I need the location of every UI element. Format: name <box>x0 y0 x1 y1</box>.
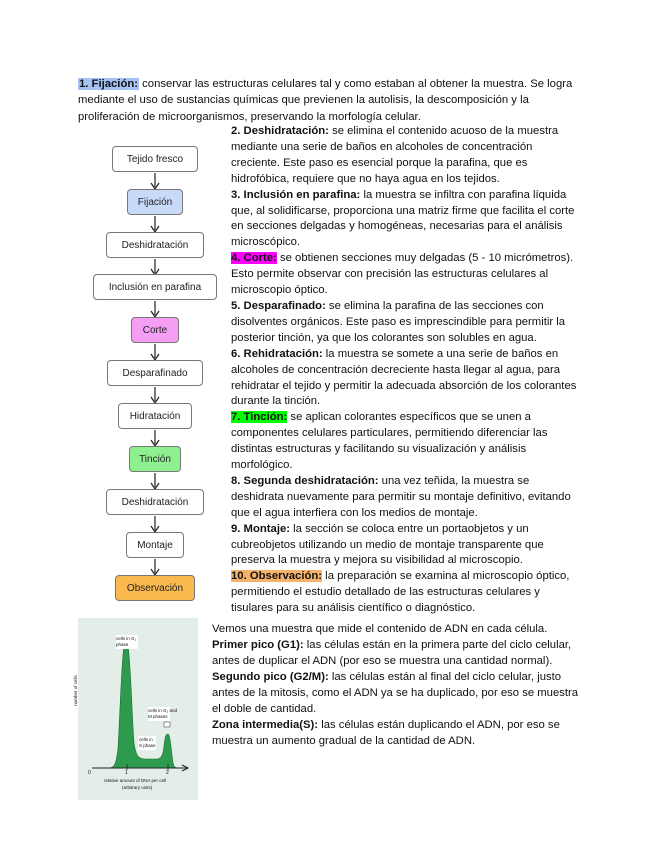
dna-item-s-text: las células están duplicando el ADN, por eso se muestra un aumento gradual de la cantidad de ADN. <box>212 719 560 747</box>
dna-intro: Vemos una muestra que mide el contenido de ADN en cada célula. <box>212 623 548 635</box>
step-10 <box>231 569 579 617</box>
label-g1: cells in G₁ phase <box>116 636 137 647</box>
steps-text <box>231 124 579 617</box>
dna-histogram <box>72 618 198 800</box>
dna-item-g1-label: Primer pico (G1): <box>212 639 304 651</box>
dna-item-g1-text: las células están en la primera parte del ciclo celular, antes de duplicar el ADN (por eso se muestra una cantidad normal). <box>212 639 572 667</box>
flow-box-observacion: Observación <box>115 575 195 601</box>
step-6-text: la muestra se somete a una serie de baños en alcoholes de concentración decreciente hasta llegar al agua, para rehidratar el tejido y permitir la adecuada absorción de los colorantes durante la tinción. <box>231 347 577 408</box>
step-9-label: 9. Montaje: <box>231 522 290 535</box>
dna-item-s <box>212 717 582 749</box>
step-4 <box>231 251 579 299</box>
step-2 <box>231 124 579 188</box>
label-s-line2: S phase <box>139 742 156 748</box>
flow-arrow-icon <box>150 173 160 190</box>
step-1-text: conservar las estructuras celulares tal y como estaban al obtener la muestra. Se logra mediante el uso de sustancias químicas que previenen la autolisis, la descomposición y la proliferación de microorganismos, preservando la morfología celular. <box>78 78 573 123</box>
step-7-text: se aplican colorantes específicos que se unen a componentes celulares particulares, permitiendo diferenciar las distintas estructuras y facilitando su visualización y análisis morfológico. <box>231 411 548 472</box>
step-4-label: 4. Corte: <box>231 252 277 265</box>
flow-arrow-icon <box>150 559 160 576</box>
dna-item-s-label: Zona intermedia(S): <box>212 719 319 731</box>
label-g2-line1: cells in G₂ and <box>148 708 178 713</box>
step-3-label: 3. Inclusión en parafina: <box>231 188 361 201</box>
flow-arrow-icon <box>150 473 160 490</box>
label-g2-line2: M phases <box>148 713 168 719</box>
flow-arrow-icon <box>150 387 160 404</box>
step-2-text: se elimina el contenido acuoso de la muestra mediante una serie de baños en alcoholes de concentración creciente. Este paso es esencial porque la parafina, que es hidrofóbica, requiere que no haya agua en los tejidos. <box>231 125 559 185</box>
step-1-label: 1. Fijación: <box>79 78 139 90</box>
flow-arrow-icon <box>150 430 160 447</box>
step-3-text: la muestra se infiltra con parafina líquida que, al solidificarse, proporciona una matriz firme que facilita el corte en secciones delgadas y homogéneas, necesarias para el análisis microscópico. <box>231 188 575 249</box>
x-tick-1: 1 <box>125 770 128 776</box>
step-9-text: la sección se coloca entre un portaobjetos y un cubreobjetos utilizando un medio de montaje transparente que preserva la muestra y mejora su visibilidad al microscopio. <box>231 522 544 567</box>
flow-arrow-icon <box>150 216 160 233</box>
flow-box-inclusion: Inclusión en parafina <box>93 274 217 300</box>
flow-arrow-icon <box>150 516 160 533</box>
step-10-label: 10. Observación: <box>231 570 323 583</box>
step-8 <box>231 474 579 522</box>
flow-box-hidratacion: Hidratación <box>118 403 192 429</box>
dna-item-g2m <box>212 669 582 717</box>
label-g2-pointer-box <box>164 722 170 727</box>
flow-box-montaje: Montaje <box>126 532 184 558</box>
histogram-curve <box>92 638 182 768</box>
dna-item-g2m-label: Segundo pico (G2/M): <box>212 671 329 683</box>
histology-flowchart <box>95 141 215 606</box>
y-axis-label: number of cells <box>72 675 78 706</box>
step-6-label: 6. Rehidratación: <box>231 347 323 360</box>
step-8-label: 8. Segunda deshidratación: <box>231 474 379 487</box>
flow-box-corte: Corte <box>131 317 179 343</box>
step-3 <box>231 188 579 252</box>
flow-box-fijacion: Fijación <box>127 189 183 215</box>
flow-box-deshidratacion-2: Deshidratación <box>106 489 204 515</box>
step-5 <box>231 299 579 347</box>
flow-box-tejido-fresco: Tejido fresco <box>112 146 198 172</box>
intro-paragraph <box>78 76 578 125</box>
step-7-label: 7. Tinción: <box>231 411 288 424</box>
step-6 <box>231 347 579 411</box>
step-4-text: se obtienen secciones muy delgadas (5 - 10 micrómetros). Esto permite observar con precisión las estructuras celulares al microscopio óptico. <box>231 252 574 297</box>
step-7 <box>231 410 579 474</box>
label-s-line1: cells in <box>139 737 153 742</box>
flow-box-desparafinado: Desparafinado <box>107 360 203 386</box>
dna-explanation <box>212 621 582 749</box>
x-axis-label-line2: (arbitrary units) <box>122 785 153 790</box>
step-8-text: una vez teñida, la muestra se deshidrata nuevamente para permitir su montaje definitivo, evitando que el agua interfiera con los medios de montaje. <box>231 474 571 519</box>
flow-box-deshidratacion: Deshidratación <box>106 232 204 258</box>
step-9 <box>231 522 579 570</box>
flow-arrow-icon <box>150 344 160 361</box>
x-tick-2: 2 <box>166 770 169 776</box>
step-2-label: 2. Deshidratación: <box>231 125 329 137</box>
step-5-text: se elimina la parafina de las secciones con disolventes orgánicos. Este paso es imprescindible para permitir la posterior tinción, ya que los colorantes son solubles en agua. <box>231 299 566 344</box>
step-5-label: 5. Desparafinado: <box>231 299 326 312</box>
step-10-text: la preparación se examina al microscopio óptico, permitiendo el estudio detallado de las estructuras celulares y tisulares para su análisis científico o diagnóstico. <box>231 570 570 615</box>
dna-item-g1 <box>212 637 582 669</box>
dna-item-g2m-text: las células están al final del ciclo celular, justo antes de la mitosis, como el ADN ya se ha duplicado, por eso se muestra el doble de cantidad. <box>212 671 579 715</box>
x-axis-label-line1: relative amount of DNA per cell <box>104 778 167 783</box>
x-tick-0: 0 <box>88 770 91 776</box>
flow-box-tincion: Tinción <box>129 446 181 472</box>
flow-arrow-icon <box>150 301 160 318</box>
